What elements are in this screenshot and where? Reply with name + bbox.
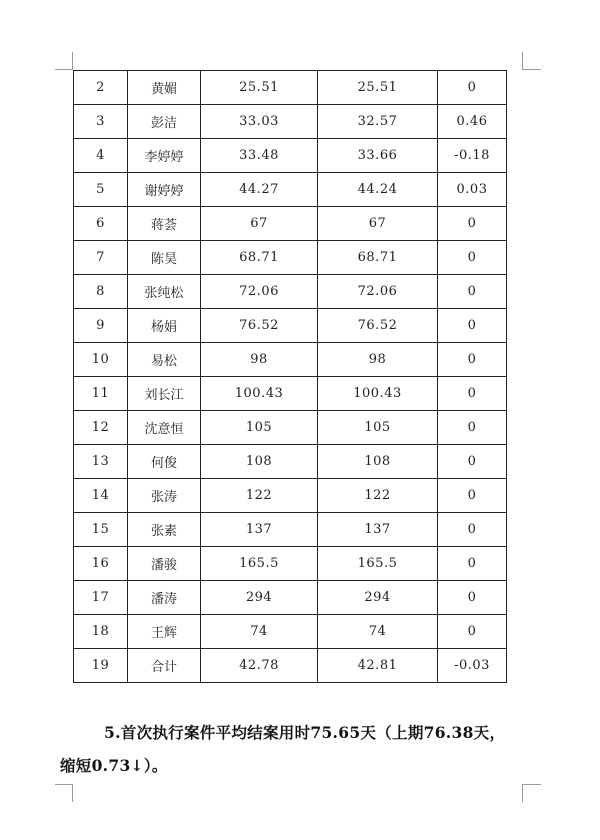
cell-diff: 0.03	[438, 173, 507, 207]
cell-index: 9	[74, 309, 128, 343]
table-row	[74, 105, 507, 139]
cell-value-a: 33.03	[201, 105, 318, 139]
cell-index: 14	[74, 479, 128, 513]
cell-value-b: 44.24	[318, 173, 438, 207]
cell-diff: 0	[438, 377, 507, 411]
cell-index: 7	[74, 241, 128, 275]
cell-diff: 0	[438, 581, 507, 615]
table-row	[74, 411, 507, 445]
cell-diff: 0	[438, 445, 507, 479]
cell-name: 潘骏	[128, 547, 201, 581]
cell-value-a: 100.43	[201, 377, 318, 411]
cell-diff: -0.18	[438, 139, 507, 173]
cell-value-a: 105	[201, 411, 318, 445]
cell-index: 19	[74, 649, 128, 683]
cell-value-b: 33.66	[318, 139, 438, 173]
cell-value-b: 98	[318, 343, 438, 377]
cell-value-b: 32.57	[318, 105, 438, 139]
cell-name: 张涛	[128, 479, 201, 513]
cell-name: 潘涛	[128, 581, 201, 615]
cell-value-a: 137	[201, 513, 318, 547]
cell-value-b: 67	[318, 207, 438, 241]
case-duration-table	[73, 70, 507, 683]
table-row	[74, 343, 507, 377]
table-row	[74, 309, 507, 343]
cell-name: 谢婷婷	[128, 173, 201, 207]
cell-value-b: 165.5	[318, 547, 438, 581]
cell-diff: 0	[438, 479, 507, 513]
cell-value-b: 68.71	[318, 241, 438, 275]
table-row	[74, 513, 507, 547]
table-row	[74, 71, 507, 105]
cell-diff: 0	[438, 275, 507, 309]
cell-value-a: 76.52	[201, 309, 318, 343]
cell-diff: 0	[438, 615, 507, 649]
cell-diff: 0	[438, 547, 507, 581]
cell-diff: 0	[438, 343, 507, 377]
cell-value-a: 33.48	[201, 139, 318, 173]
cell-index: 6	[74, 207, 128, 241]
cell-name: 刘长江	[128, 377, 201, 411]
cell-index: 5	[74, 173, 128, 207]
cell-value-a: 74	[201, 615, 318, 649]
cell-diff: 0	[438, 309, 507, 343]
cell-value-b: 74	[318, 615, 438, 649]
cell-value-a: 294	[201, 581, 318, 615]
table-row	[74, 547, 507, 581]
cell-index: 11	[74, 377, 128, 411]
cell-index: 15	[74, 513, 128, 547]
cell-diff: 0	[438, 513, 507, 547]
table-row	[74, 445, 507, 479]
table-body	[74, 71, 507, 683]
cell-value-a: 68.71	[201, 241, 318, 275]
cell-index: 3	[74, 105, 128, 139]
cell-name: 易松	[128, 343, 201, 377]
cell-value-b: 122	[318, 479, 438, 513]
cell-value-b: 100.43	[318, 377, 438, 411]
table-row	[74, 139, 507, 173]
cell-index: 4	[74, 139, 128, 173]
cell-value-b: 108	[318, 445, 438, 479]
cell-name: 蒋荟	[128, 207, 201, 241]
table-row	[74, 649, 507, 683]
cell-name: 陈昊	[128, 241, 201, 275]
cell-index: 13	[74, 445, 128, 479]
summary-paragraph	[60, 716, 540, 782]
cell-value-a: 72.06	[201, 275, 318, 309]
cell-diff: 0	[438, 411, 507, 445]
cell-value-b: 294	[318, 581, 438, 615]
cell-value-a: 165.5	[201, 547, 318, 581]
summary-line-2: 缩短0.73↓）。	[60, 756, 168, 775]
cell-value-a: 67	[201, 207, 318, 241]
table-row	[74, 241, 507, 275]
cell-value-a: 108	[201, 445, 318, 479]
summary-line-1: 5.首次执行案件平均结案用时75.65天（上期76.38天，	[104, 723, 506, 742]
cell-name: 彭洁	[128, 105, 201, 139]
cell-value-a: 25.51	[201, 71, 318, 105]
cell-name: 合计	[128, 649, 201, 683]
cell-index: 18	[74, 615, 128, 649]
cell-value-b: 105	[318, 411, 438, 445]
cell-index: 12	[74, 411, 128, 445]
cell-index: 8	[74, 275, 128, 309]
cell-name: 李婷婷	[128, 139, 201, 173]
table-row	[74, 275, 507, 309]
cell-index: 17	[74, 581, 128, 615]
cell-value-a: 44.27	[201, 173, 318, 207]
table-row	[74, 479, 507, 513]
table-row	[74, 581, 507, 615]
cell-name: 王辉	[128, 615, 201, 649]
cell-name: 何俊	[128, 445, 201, 479]
cell-name: 杨娟	[128, 309, 201, 343]
cell-diff: 0	[438, 241, 507, 275]
cell-diff: 0	[438, 207, 507, 241]
cell-value-b: 72.06	[318, 275, 438, 309]
cell-diff: 0.46	[438, 105, 507, 139]
table-row	[74, 377, 507, 411]
cell-value-a: 122	[201, 479, 318, 513]
cell-value-b: 137	[318, 513, 438, 547]
cell-name: 张素	[128, 513, 201, 547]
cell-name: 黄媚	[128, 71, 201, 105]
table-row	[74, 173, 507, 207]
cell-name: 沈意恒	[128, 411, 201, 445]
cell-index: 2	[74, 71, 128, 105]
cell-diff: -0.03	[438, 649, 507, 683]
cell-diff: 0	[438, 71, 507, 105]
cell-value-a: 42.78	[201, 649, 318, 683]
cell-value-b: 25.51	[318, 71, 438, 105]
cell-index: 10	[74, 343, 128, 377]
cell-name: 张纯松	[128, 275, 201, 309]
cell-value-a: 98	[201, 343, 318, 377]
table-row	[74, 615, 507, 649]
cell-value-b: 42.81	[318, 649, 438, 683]
table-row	[74, 207, 507, 241]
cell-value-b: 76.52	[318, 309, 438, 343]
cell-index: 16	[74, 547, 128, 581]
